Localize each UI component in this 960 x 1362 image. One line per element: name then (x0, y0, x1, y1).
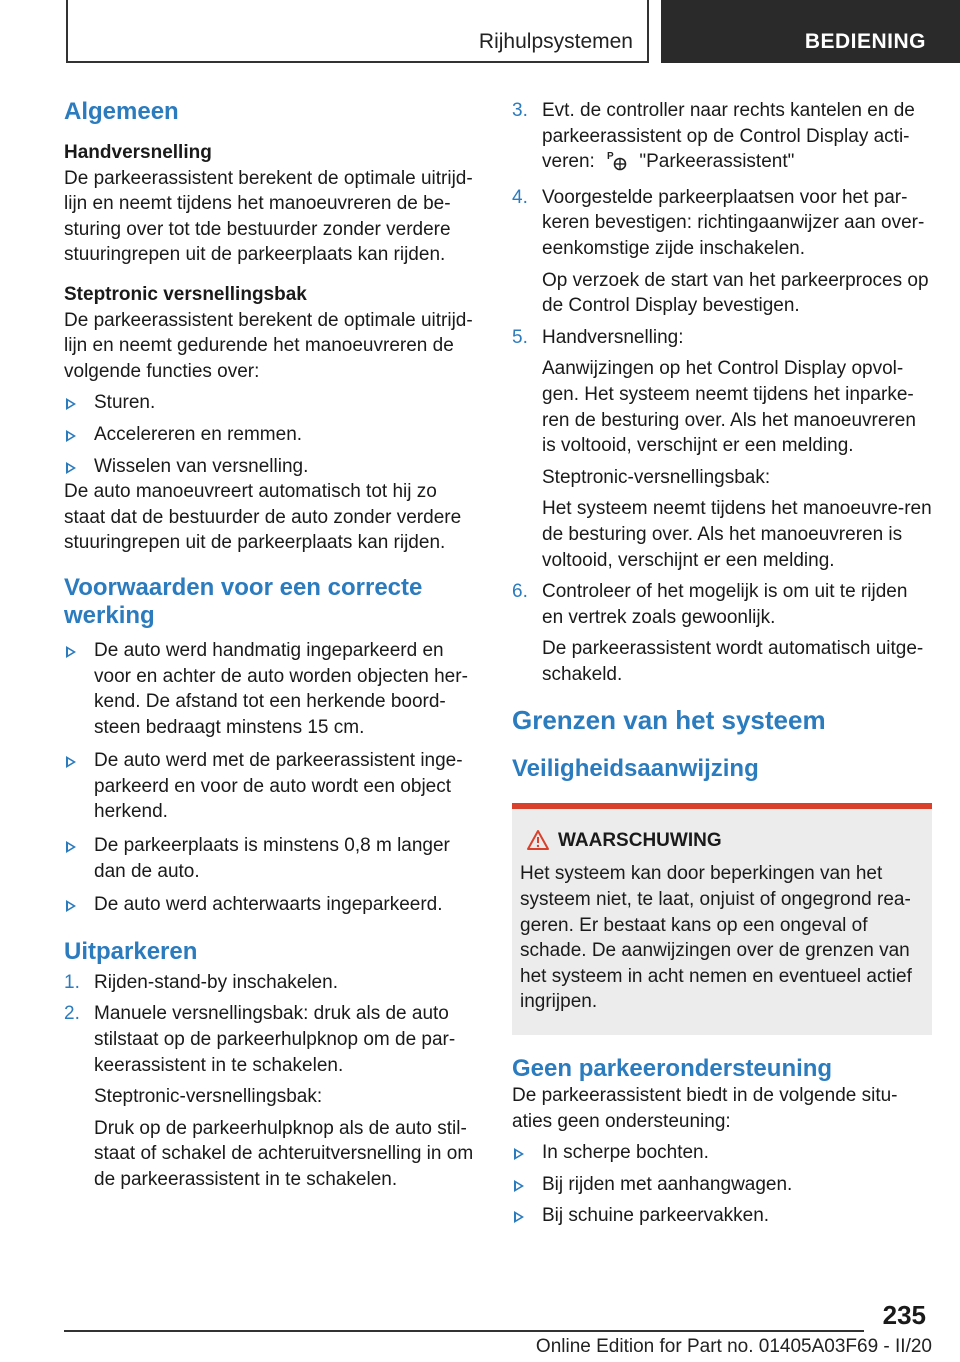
chapter-tab (661, 0, 960, 63)
heading-handversnelling: Handversnelling (64, 142, 212, 163)
list-item (512, 98, 932, 179)
list-item (512, 325, 932, 351)
step-subtext: Steptronic-versnellingsbak: (542, 466, 771, 488)
step-subtext: Aanwijzingen op het Control Display opvol-gen. Het systeem neemt tijdens het inparke-ren de besturing over. Als het manoeuvreren is voltooid, verschijnt er een melding. (542, 358, 916, 457)
step-subtext: Steptronic-versnellingsbak: (94, 1086, 323, 1108)
list-item (64, 970, 480, 996)
step-number: 6. (512, 581, 528, 603)
list-item: De auto werd achterwaarts ingeparkeerd. (64, 892, 480, 918)
step-number: 3. (512, 100, 528, 121)
step-subtext: Druk op de parkeerhulpknop als de auto stil-staat of schakel de achteruitversnelling in om de parkeerassistent in te schakelen. (94, 1117, 474, 1190)
warning-triangle-icon (526, 829, 550, 851)
warning-text: Het systeem kan door beperkingen van het systeem niet, te laat, onjuist of ongegrond rea-geren. Er bestaat kans op een ongeval of schade. De aanwijzingen over de grenzen van het systeem in acht nemen en eventueel actief ingrijpen. (520, 863, 912, 1013)
list-item: Sturen. (64, 390, 480, 416)
warning-box (512, 803, 932, 1035)
step-text: "Parkeerassistent" (639, 151, 795, 173)
list-item (64, 1001, 480, 1078)
step-number: 4. (512, 186, 528, 208)
step-text: Handversnelling: (542, 326, 684, 348)
step-text: Manuele versnellingsbak: druk als de auto stilstaat op de parkeerhulpknop om de par-keerassistent in te schakelen. (94, 1003, 456, 1076)
heading-steptronic: Steptronic versnellingsbak (64, 283, 307, 305)
page-number: 235 (882, 1300, 926, 1330)
list-item: Bij schuine parkeervakken. (512, 1203, 932, 1229)
edition-text: Online Edition for Part no. 01405A03F69 - II/20 (535, 1336, 932, 1357)
paragraph-steptronic: De parkeerassistent berekent de optimale uitrijd-lijn en neemt gedurende het manoeuvreren de volgende functies over: (64, 309, 473, 382)
section-title-box (66, 0, 649, 63)
footer-divider (64, 1330, 864, 1332)
svg-text:P: P (607, 151, 614, 163)
list-item: Bij rijden met aanhangwagen. (512, 1172, 932, 1198)
step-text: Rijden-stand-by inschakelen. (94, 971, 338, 993)
step-subtext: De parkeerassistent wordt automatisch uitge-schakeld. (542, 638, 924, 685)
parking-assistant-icon (606, 149, 628, 179)
list-item (512, 185, 932, 262)
heading-voorwaarden: Voorwaarden voor een correcte werking (64, 573, 423, 629)
heading-grenzen: Grenzen van het systeem (512, 705, 826, 736)
step-number: 5. (512, 326, 528, 348)
step-subtext: Op verzoek de start van het parkeerproces op de Control Display bevestigen. (542, 269, 929, 317)
list-item: De parkeerplaats is minstens 0,8 m langer dan de auto. (64, 833, 480, 884)
paragraph-auto: De auto manoeuvreert automatisch tot hij zo staat dat de bestuurder de auto zonder verdere stuuringrepen uit de parkeerplaats kan rijden. (64, 481, 462, 554)
step-number: 1. (64, 971, 80, 993)
section-title: Rijhulpsystemen (478, 30, 633, 53)
heading-veiligheid: Veiligheidsaanwijzing (512, 755, 759, 783)
heading-algemeen: Algemeen (64, 98, 179, 125)
heading-uitparkeren: Uitparkeren (64, 937, 198, 965)
page-header (0, 0, 960, 66)
step-text: Controleer of het mogelijk is om uit te rijden en vertrek zoals gewoonlijk. (542, 581, 908, 628)
paragraph-handversnelling: De parkeerassistent berekent de optimale uitrijd-lijn en neemt tijdens het manoeuvreren de be-sturing over tot tde bestuurder zonder verdere stuuringrepen uit de parkeerplaats kan rijden. (64, 167, 473, 266)
paragraph-geen: De parkeerassistent biedt in de volgende situ-aties geen ondersteuning: (512, 1085, 898, 1132)
chapter-title: BEDIENING (804, 30, 926, 53)
list-item: Accelereren en remmen. (64, 422, 480, 448)
list-item: Wisselen van versnelling. (64, 454, 480, 480)
warning-label: WAARSCHUWING (558, 830, 722, 852)
step-text: Voorgestelde parkeerplaatsen voor het par-keren bevestigen: richtingaanwijzer aan over-eenkomstige zijde inschakelen. (542, 186, 925, 259)
step-subtext: Het systeem neemt tijdens het manoeuvre-ren de besturing over. Als het manoeuvreren is voltooid, verschijnt er een melding. (542, 498, 932, 571)
list-item: De auto werd met de parkeerassistent inge-parkeerd en voor de auto wordt een object herkend. (64, 748, 480, 825)
step-text: Evt. de controller naar rechts kantelen en de parkeerassistent op de Control Display acti-veren: (542, 100, 915, 173)
heading-geen-ondersteuning: Geen parkeerondersteuning (512, 1055, 833, 1083)
list-item (512, 579, 932, 630)
left-column (64, 98, 480, 1193)
right-column (512, 98, 932, 1229)
step-number: 2. (64, 1003, 80, 1025)
warning-title (520, 827, 924, 855)
list-item: In scherpe bochten. (512, 1140, 932, 1166)
list-item: De auto werd handmatig ingeparkeerd en voor en achter de auto worden objecten her-kend. De afstand tot een herkende boord-steen bedraagt minstens 15 cm. (64, 638, 480, 740)
